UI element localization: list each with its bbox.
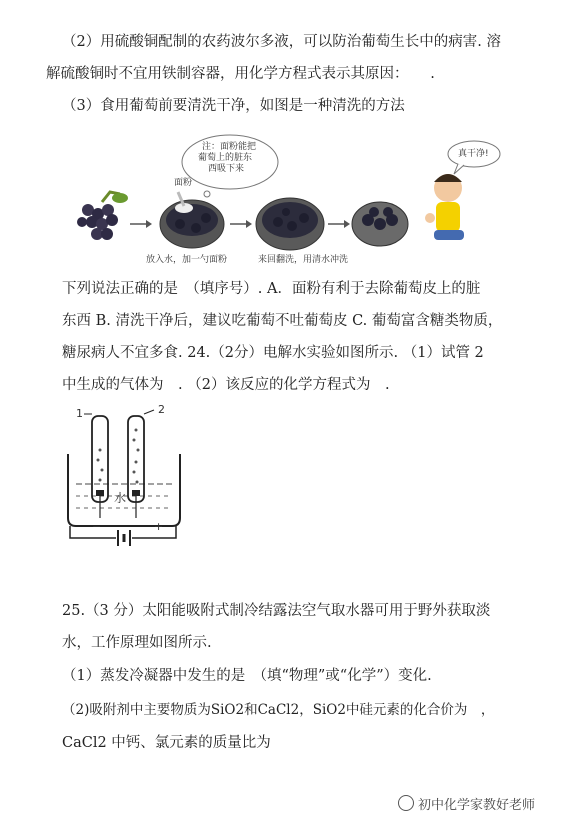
text-line: 25.（3 分）太阳能吸附式制冷结露法空气取水器可用于野外获取淡 [62,603,491,619]
flour-note-line: 注：面粉能把 [202,142,257,152]
text-line: 中生成的气体为 . （2）该反应的化学方程式为 . [62,377,390,393]
grape-washing-figure [62,132,502,270]
grape-washing-illustration [62,132,502,270]
colander-icon [256,198,324,250]
plus-sign: + [154,520,164,533]
text-line: 东西 B. 清洗干净后，建议吃葡萄不吐葡萄皮 C. 葡萄富含糖类物质， [62,313,503,329]
tube-2-label: 2 [158,403,165,416]
clean-grapes-bowl-icon [352,202,408,246]
text-line: CaCl2 中钙、氯元素的质量比为 [62,735,271,751]
text-line: 水，工作原理如图所示. [62,635,212,651]
text-line: 解硫酸铜时不宜用铁制容器，用化学方程式表示其原因： . [46,66,435,82]
kid-bubble-text: 真干净! [458,149,489,159]
child-icon [425,174,464,240]
minus-sign: − [92,520,102,533]
wechat-icon [398,795,414,811]
watermark-text: 初中化学家教好老师 [418,798,536,813]
water-label: 水 [114,491,127,505]
tube-1-label: 1 [76,407,83,420]
flour-note-line: 葡萄上的脏东 [198,153,253,163]
text-line: （3）食用葡萄前要清洗干净，如图是一种清洗的方法 [62,98,405,114]
text-line: （2）用硫酸铜配制的农药波尔多液，可以防治葡萄生长中的病害. 溶 [62,34,501,50]
watermark [398,794,535,813]
flour-label: 面粉 [174,178,193,188]
caption-left: 放入水，加一勺面粉 [146,255,228,265]
bowl-icon [160,192,224,248]
text-line: 下列说法正确的是 （填序号）. A．面粉有利于去除葡萄皮上的脏 [62,281,481,297]
caption-right: 来回翻洗，用清水冲洗 [258,255,349,265]
flour-note-line: 西吸下来 [208,164,245,174]
text-line: 糖尿病人不宜多食. 24.（2分）电解水实验如图所示. （1）试管 2 [62,345,484,361]
text-line: （2)吸附剂中主要物质为SiO2和CaCl2，SiO2中硅元素的化合价为 ， [62,702,495,718]
electrolysis-diagram [62,406,192,556]
text-line: （1）蒸发冷凝器中发生的是 （填“物理”或“化学”）变化. [62,668,432,684]
electrolysis-figure [62,403,192,556]
grapes-icon [77,192,128,240]
